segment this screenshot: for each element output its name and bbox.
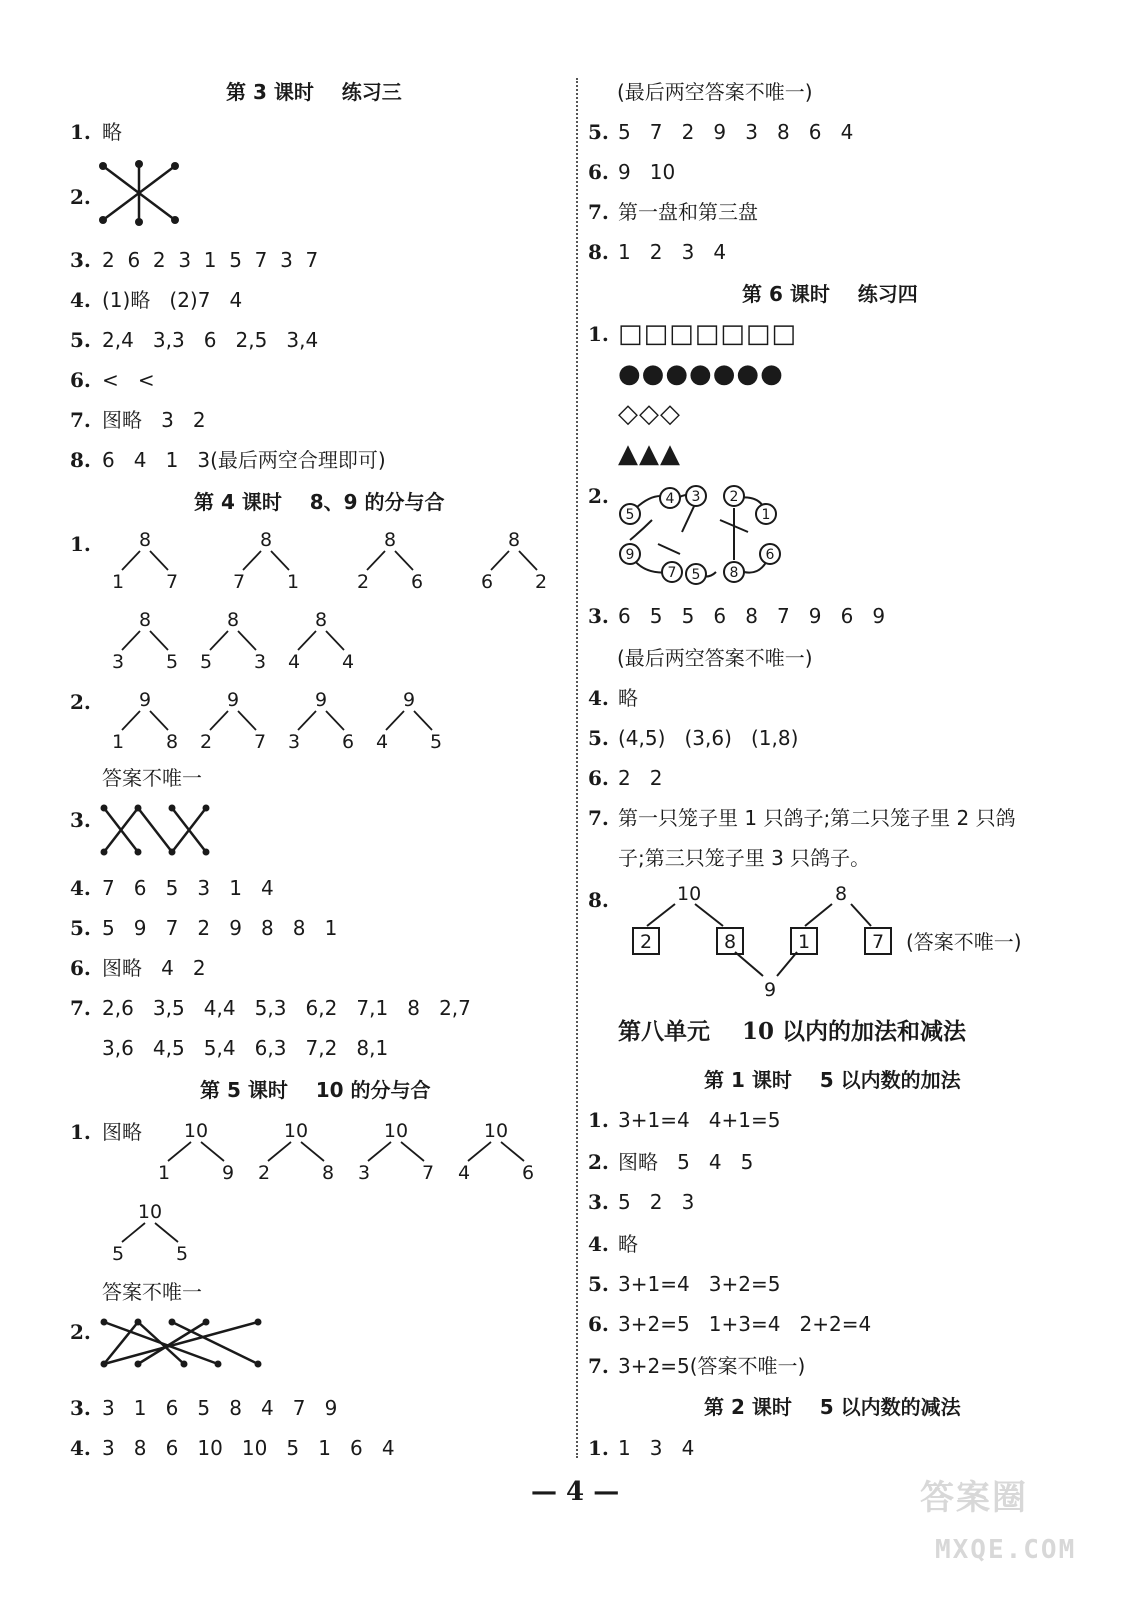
watermark-url: MXQE.COM [935, 1535, 1077, 1565]
bond-line [122, 711, 140, 730]
bond-line [150, 711, 168, 730]
item-number: 6. [588, 1312, 609, 1336]
circle-number: 6 [765, 547, 775, 563]
bond-part: 6 [480, 571, 494, 593]
bond-whole: 9 [314, 689, 328, 711]
bond-box: 1 [798, 931, 811, 953]
bond-line [298, 711, 316, 730]
circle-number: 2 [729, 489, 739, 505]
item-number: 6. [588, 766, 609, 790]
bond-whole: 8 [226, 609, 240, 631]
bond-whole: 8 [259, 529, 273, 551]
number-bond-tree [481, 529, 547, 593]
item-number: 5. [70, 328, 91, 352]
number-bond-tree [233, 529, 299, 593]
item-number: 5. [588, 726, 609, 750]
bond-line [238, 711, 256, 730]
bond-part: 9 [221, 1162, 235, 1184]
bond-line [367, 551, 385, 570]
number-bond-tree [158, 1120, 234, 1184]
bond-part: 2 [356, 571, 370, 593]
bond-part: 7 [253, 731, 267, 753]
bond-part: 6 [521, 1162, 535, 1184]
bond-top-left: 10 [677, 883, 702, 905]
bond-part: 8 [165, 731, 179, 753]
bond-part: 3 [357, 1162, 371, 1184]
bond-part: 6 [341, 731, 355, 753]
item-number: 2. [588, 484, 609, 508]
bond-part: 8 [321, 1162, 335, 1184]
section-title-lesson4: 第 4 课时 8、9 的分与合 [194, 490, 445, 514]
number-bond-tree [112, 1201, 188, 1265]
number-bond-tree [376, 689, 442, 753]
bond-whole: 10 [283, 1120, 309, 1142]
answer-text: 图略 4 2 [102, 956, 206, 980]
bond-part: 5 [111, 1243, 125, 1265]
bond-whole: 10 [183, 1120, 209, 1142]
answer-text: 2 6 2 3 1 5 7 3 7 [102, 248, 319, 272]
answer-text: 5 2 3 [618, 1190, 695, 1214]
item-number: 3. [588, 1190, 609, 1214]
bond-line [168, 1142, 191, 1161]
item-number: 3. [70, 1396, 91, 1420]
item-number: 7. [70, 408, 91, 432]
circle-number: 3 [691, 489, 701, 505]
bond-line [395, 551, 413, 570]
item-number: 1. [588, 322, 609, 346]
bond-whole: 8 [138, 609, 152, 631]
circle-number: 9 [625, 547, 635, 563]
answer-note: 答案不唯一 [102, 1280, 202, 1304]
section-title-lesson5: 第 5 课时 10 的分与合 [200, 1078, 431, 1102]
page-number: — 4 — [531, 1477, 620, 1507]
bond-line [268, 1142, 291, 1161]
item-number: 4. [70, 1436, 91, 1460]
answer-note: (最后两空答案不唯一) [617, 80, 813, 104]
bond-line [326, 711, 344, 730]
bond-line [414, 711, 432, 730]
item-number: 5. [588, 1272, 609, 1296]
bond-part: 7 [232, 571, 246, 593]
answer-text: 1 3 4 [618, 1436, 695, 1460]
connected-circles-figure [612, 480, 792, 590]
answer-text: 第一盘和第三盘 [618, 200, 758, 224]
bond-whole: 8 [383, 529, 397, 551]
bond-line [238, 631, 256, 650]
item-number: 2. [70, 1320, 91, 1344]
answer-text: 3 8 6 10 10 5 1 6 4 [102, 1436, 395, 1460]
item-number: 4. [588, 1232, 609, 1256]
bond-line [301, 1142, 324, 1161]
bond-whole: 10 [137, 1201, 163, 1223]
crossing-lines-figure [98, 1312, 268, 1372]
bond-top-right: 8 [835, 883, 848, 905]
item-number: 2. [70, 185, 91, 209]
number-bond-tree [357, 529, 423, 593]
bond-part: 3 [253, 651, 267, 673]
bond-line [401, 1142, 424, 1161]
answer-text: 6 5 5 6 8 7 9 6 9 [618, 604, 886, 628]
answer-text: 2,6 3,5 4,4 5,3 6,2 7,1 8 2,7 [102, 996, 471, 1020]
circles-row: ●●●●●●● [618, 359, 784, 389]
bond-line [150, 551, 168, 570]
answer-text: 3+1=4 4+1=5 [618, 1108, 781, 1132]
bond-part: 7 [421, 1162, 435, 1184]
item-number: 3. [70, 248, 91, 272]
item-number: 5. [588, 120, 609, 144]
circle-number: 8 [729, 565, 739, 581]
section-title-lesson6: 第 6 课时 练习四 [742, 282, 918, 306]
bond-line [150, 631, 168, 650]
number-bond-tree [358, 1120, 434, 1184]
bond-line [210, 711, 228, 730]
bond-part: 5 [199, 651, 213, 673]
answer-text: 3+2=5 1+3=4 2+2=4 [618, 1312, 872, 1336]
item-number: 7. [588, 1354, 609, 1378]
number-bond-tree [200, 609, 266, 673]
bond-line [122, 1223, 145, 1242]
bond-line [519, 551, 537, 570]
section-title-lesson3: 第 3 课时 练习三 [226, 80, 402, 104]
number-bond-tree [112, 609, 178, 673]
bond-part: 1 [111, 571, 125, 593]
bond-line [122, 551, 140, 570]
bond-whole: 9 [402, 689, 416, 711]
circle-number: 5 [625, 507, 635, 523]
section-title-unit8-lesson2: 第 2 课时 5 以内数的减法 [704, 1395, 961, 1419]
bond-whole: 10 [383, 1120, 409, 1142]
bond-box: 7 [872, 931, 885, 953]
bond-part: 4 [287, 651, 301, 673]
bond-whole: 8 [138, 529, 152, 551]
bond-whole: 9 [138, 689, 152, 711]
answer-text: 略 [102, 120, 122, 144]
item-number: 3. [70, 808, 91, 832]
bond-whole: 8 [507, 529, 521, 551]
bond-box: 8 [724, 931, 737, 953]
number-bond-tree [112, 689, 178, 753]
circle-number: 5 [691, 567, 701, 583]
bond-part: 2 [257, 1162, 271, 1184]
answer-text: 略 [618, 686, 638, 710]
item-number: 8. [588, 888, 609, 912]
bond-line [243, 551, 261, 570]
bond-part: 7 [165, 571, 179, 593]
squares-row: □□□□□□□ [618, 319, 797, 349]
bond-part: 2 [534, 571, 548, 593]
item-number: 1. [588, 1108, 609, 1132]
number-bond-tree [258, 1120, 334, 1184]
number-bond-tree [288, 609, 354, 673]
item-number: 1. [70, 532, 91, 556]
watermark-logo: 答案圈 [920, 1478, 1028, 1518]
item-number: 2. [588, 1150, 609, 1174]
bond-part: 1 [157, 1162, 171, 1184]
bond-line [210, 631, 228, 650]
answer-note: 答案不唯一 [102, 766, 202, 790]
answer-text: 2,4 3,3 6 2,5 3,4 [102, 328, 319, 352]
bond-line [491, 551, 509, 570]
answer-text: 3+1=4 3+2=5 [618, 1272, 781, 1296]
answer-text: 9 10 [618, 160, 676, 184]
number-bond-diagram [625, 884, 905, 999]
item-number: 8. [70, 448, 91, 472]
bond-part: 5 [175, 1243, 189, 1265]
answer-text: 图略 5 4 5 [618, 1150, 754, 1174]
bond-whole: 10 [483, 1120, 509, 1142]
bond-line [271, 551, 289, 570]
bond-box: 2 [640, 931, 653, 953]
number-bond-tree [288, 689, 354, 753]
bond-part: 2 [199, 731, 213, 753]
bond-part: 4 [341, 651, 355, 673]
answer-text: < < [102, 368, 155, 392]
bond-line [326, 631, 344, 650]
answer-text: 略 [618, 1232, 638, 1256]
answer-text: 图略 3 2 [102, 408, 206, 432]
answer-text: (4,5) (3,6) (1,8) [618, 726, 799, 750]
bond-part: 6 [410, 571, 424, 593]
diamonds-row: ◇◇◇ [618, 399, 681, 429]
bond-line [501, 1142, 524, 1161]
answer-text: (1)略 (2)7 4 [102, 288, 243, 312]
bond-part: 3 [111, 651, 125, 673]
item-number: 5. [70, 916, 91, 940]
crossing-lines-figure [98, 800, 218, 860]
bond-part: 5 [429, 731, 443, 753]
answer-text: 图略 [102, 1120, 142, 1144]
bond-line [122, 631, 140, 650]
bond-line [368, 1142, 391, 1161]
triangles-row: ▲▲▲ [618, 439, 681, 469]
number-bond-tree [112, 529, 178, 593]
item-number: 7. [70, 996, 91, 1020]
answer-text: 2 2 [618, 766, 663, 790]
bond-part: 4 [375, 731, 389, 753]
answer-text: 子;第三只笼子里 3 只鸽子。 [618, 846, 871, 870]
bond-part: 1 [286, 571, 300, 593]
answer-text: 1 2 3 4 [618, 240, 727, 264]
bond-line [386, 711, 404, 730]
answer-text: 7 6 5 3 1 4 [102, 876, 274, 900]
item-number: 2. [70, 690, 91, 714]
answer-note: (最后两空答案不唯一) [617, 646, 813, 670]
item-number: 4. [70, 288, 91, 312]
item-number: 8. [588, 240, 609, 264]
answer-note: (答案不唯一) [906, 930, 1022, 954]
item-number: 6. [70, 368, 91, 392]
answer-text: 5 7 2 9 3 8 6 4 [618, 120, 854, 144]
item-number: 1. [588, 1436, 609, 1460]
bond-part: 5 [165, 651, 179, 673]
section-title-unit8-lesson1: 第 1 课时 5 以内数的加法 [704, 1068, 961, 1092]
bond-part: 3 [287, 731, 301, 753]
circle-number: 1 [761, 507, 771, 523]
bond-line [155, 1223, 178, 1242]
item-number: 1. [70, 120, 91, 144]
bond-line [298, 631, 316, 650]
circle-number: 4 [665, 491, 675, 507]
bond-part: 4 [457, 1162, 471, 1184]
unit-title: 第八单元 10 以内的加法和减法 [618, 1018, 967, 1045]
bond-line [201, 1142, 224, 1161]
circle-number: 7 [667, 565, 677, 581]
item-number: 7. [588, 200, 609, 224]
bond-line [468, 1142, 491, 1161]
item-number: 4. [70, 876, 91, 900]
item-number: 4. [588, 686, 609, 710]
number-bond-tree [458, 1120, 534, 1184]
item-number: 3. [588, 604, 609, 628]
item-number: 7. [588, 806, 609, 830]
answer-text: 3,6 4,5 5,4 6,3 7,2 8,1 [102, 1036, 389, 1060]
bond-part: 1 [111, 731, 125, 753]
bond-whole: 9 [226, 689, 240, 711]
bond-whole: 8 [314, 609, 328, 631]
answer-text: 3 1 6 5 8 4 7 9 [102, 1396, 338, 1420]
answer-text: 6 4 1 3(最后两空合理即可) [102, 448, 386, 472]
answer-text: 3+2=5(答案不唯一) [618, 1354, 806, 1378]
answer-text: 5 9 7 2 9 8 8 1 [102, 916, 338, 940]
item-number: 1. [70, 1120, 91, 1144]
number-bond-tree [200, 689, 266, 753]
answer-text: 第一只笼子里 1 只鸽子;第二只笼子里 2 只鸽 [618, 806, 1016, 830]
bond-bottom: 9 [764, 979, 777, 1001]
item-number: 6. [588, 160, 609, 184]
item-number: 6. [70, 956, 91, 980]
